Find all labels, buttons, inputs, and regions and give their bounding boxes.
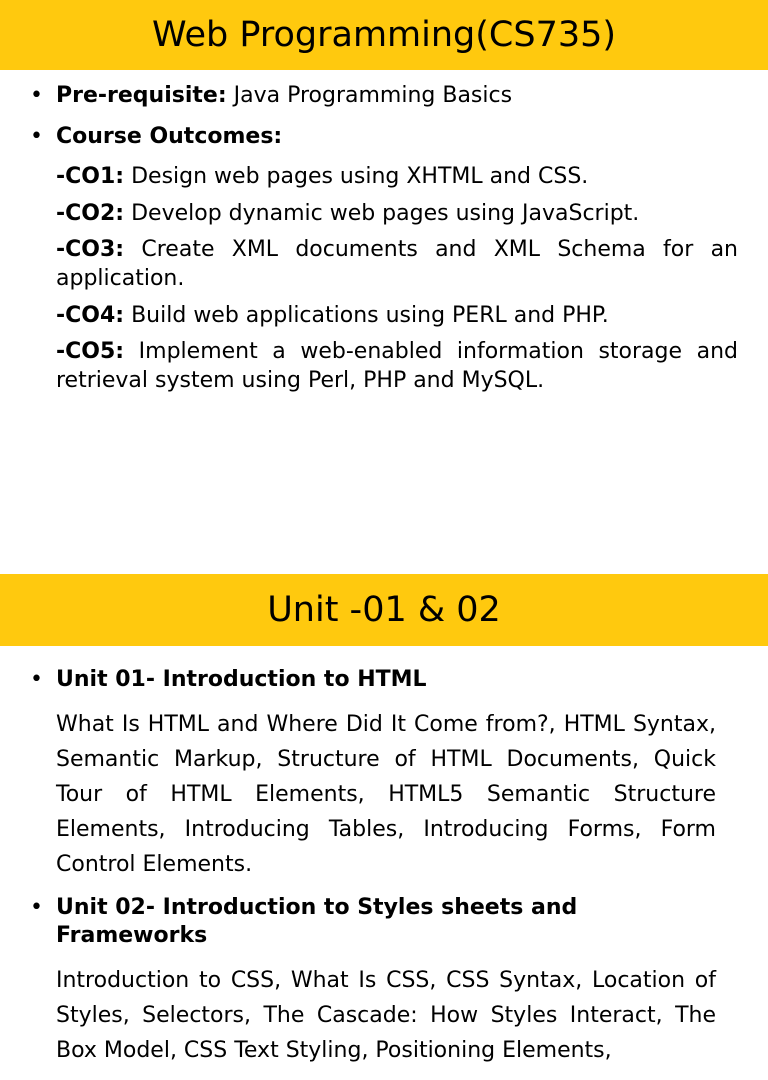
outcome-text: Design web pages using XHTML and CSS. bbox=[131, 164, 589, 190]
outcome-text: Build web applications using PERL and PHP. bbox=[131, 302, 609, 328]
bullet-icon: • bbox=[30, 123, 43, 149]
outcome-code: -CO3: bbox=[56, 237, 125, 263]
outcome-text: Create XML documents and XML Schema for an application. bbox=[56, 237, 738, 291]
unit-02-heading: Unit 02- Introduction to Styles sheets and Frameworks bbox=[56, 894, 578, 949]
outcome-code: -CO1: bbox=[56, 164, 125, 190]
slide-content bbox=[30, 666, 716, 1080]
outcome-co5 bbox=[30, 338, 738, 395]
prerequisite-item bbox=[30, 82, 738, 111]
title-bar bbox=[0, 574, 768, 646]
outcome-co2 bbox=[30, 200, 738, 229]
bullet-icon: • bbox=[30, 894, 43, 920]
outcome-code: -CO4: bbox=[56, 302, 125, 328]
slide-divider bbox=[0, 520, 768, 574]
bullet-icon: • bbox=[30, 667, 43, 692]
outcome-text: Implement a web-enabled information storage and retrieval system using Perl, PHP and MySQL. bbox=[56, 339, 738, 393]
outcome-co3 bbox=[30, 236, 738, 293]
slide-units bbox=[0, 574, 768, 1063]
slide-title: Unit -01 & 02 bbox=[267, 590, 501, 630]
course-outcomes-label: Course Outcomes: bbox=[56, 123, 283, 149]
slide-content bbox=[30, 82, 738, 403]
outcome-code: -CO2: bbox=[56, 200, 125, 226]
unit-01-heading: Unit 01- Introduction to HTML bbox=[56, 667, 427, 692]
unit-01-item bbox=[30, 666, 716, 695]
prerequisite-label: Pre-requisite: bbox=[56, 83, 227, 108]
outcome-text: Develop dynamic web pages using JavaScript. bbox=[131, 200, 640, 226]
course-outcomes-item bbox=[30, 123, 738, 152]
slide-title: Web Programming(CS735) bbox=[151, 15, 617, 55]
slide-course-overview bbox=[0, 0, 768, 520]
prerequisite-value: Java Programming Basics bbox=[233, 83, 513, 108]
outcome-co1 bbox=[30, 163, 738, 192]
unit-01-body: What Is HTML and Where Did It Come from?, HTML Syntax, Semantic Markup, Structure of HTML Documents, Quick Tour of HTML Elements, HTML5 Semantic Structure Elements, Introducing Tables, Introducing Forms, Form Control Elements. bbox=[56, 711, 716, 877]
unit-02-item bbox=[30, 894, 716, 951]
outcome-code: -CO5: bbox=[56, 339, 125, 365]
title-bar bbox=[0, 0, 768, 70]
unit-02-body: Introduction to CSS, What Is CSS, CSS Syntax, Location of Styles, Selectors, The Cascade: How Styles Interact, The Box Model, CSS Text Styling, Positioning Elements, bbox=[56, 967, 716, 1063]
bullet-icon: • bbox=[30, 83, 43, 108]
outcome-co4 bbox=[30, 302, 738, 331]
